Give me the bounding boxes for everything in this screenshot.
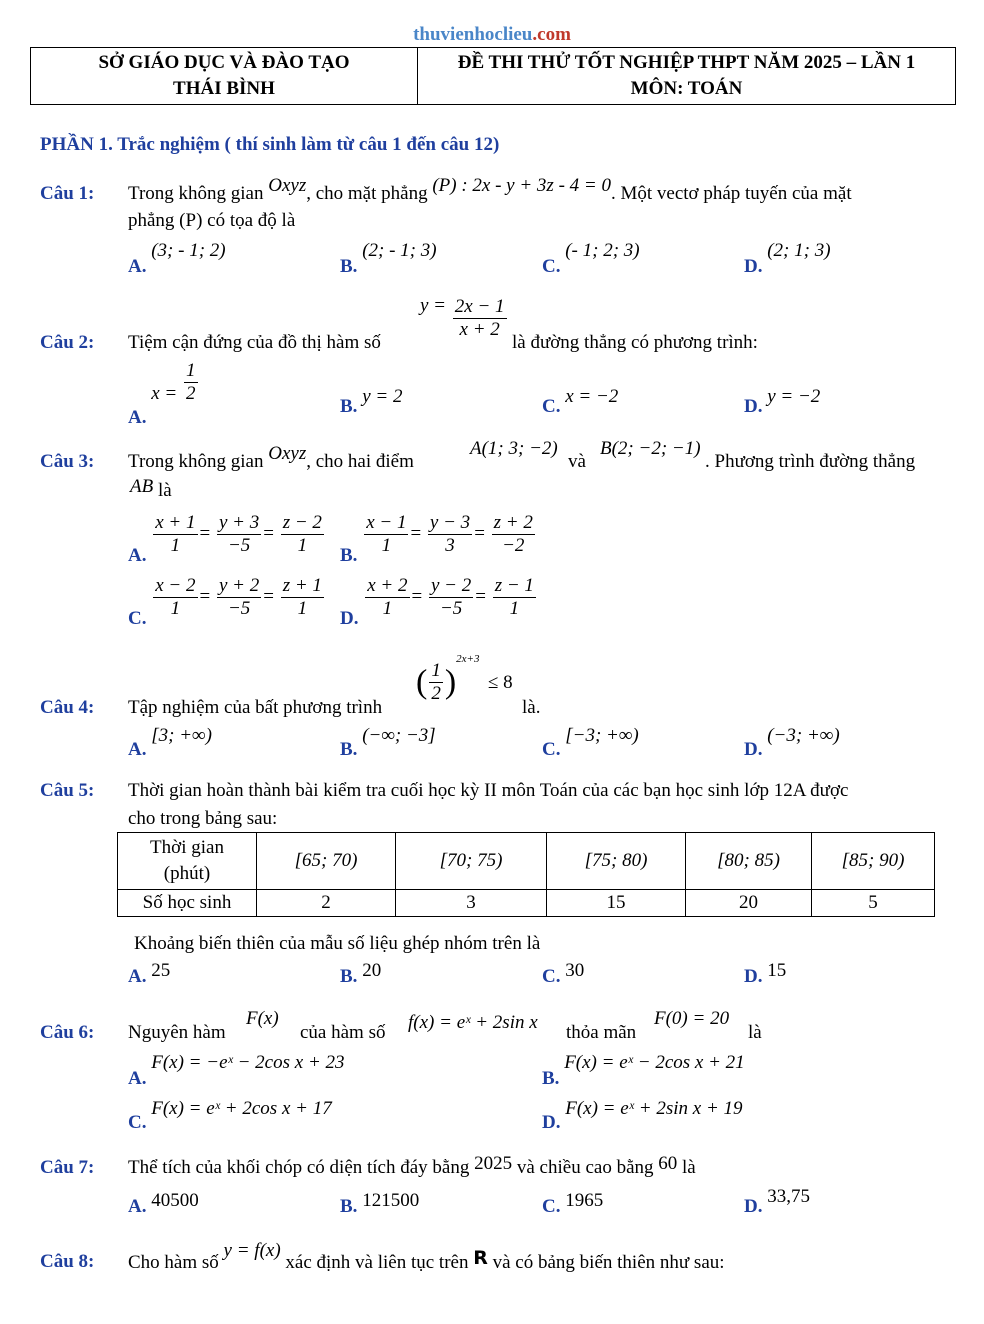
question-4-text: Tập nghiệm của bất phương trình: [128, 697, 383, 718]
question-6-label: Câu 6:: [40, 1022, 95, 1043]
q3-option-d: D. $\frac{x + 2}{1}$ = $\frac{y - 2}{-5}$ = $\frac{z - 1}{1}$: [340, 575, 534, 629]
q6-option-b: B. F(x) = eˣ − 2cos x + 21: [542, 1052, 745, 1089]
q4-option-c: C. [−3; +∞): [542, 725, 639, 760]
question-5-text-2: cho trong bảng sau:: [128, 808, 278, 829]
q5-option-d: D. 15: [744, 960, 787, 987]
table-cell: [80; 85): [686, 833, 812, 890]
q1-option-d: D. (2; 1; 3): [744, 240, 831, 277]
q4-option-a: A. [3; +∞): [128, 725, 212, 760]
section-title: PHẦN 1. Trắc nghiệm ( thí sinh làm từ câu 1 đến câu 12): [40, 134, 500, 155]
q2-function: y = $\frac{2x - 1}{x + 2}$: [420, 294, 505, 340]
question-5-text-3: Khoảng biến thiên của mẫu số liệu ghép nhóm trên là: [134, 933, 541, 954]
question-8-text: Cho hàm số y = f(x) xác định và liên tục trên R và có bảng biến thiên như sau:: [128, 1240, 725, 1273]
question-1-label: Câu 1:: [40, 183, 95, 204]
question-6-text-2: của hàm số: [300, 1022, 386, 1043]
table-cell: [85; 90): [812, 833, 935, 890]
q5-option-b: B. 20: [340, 960, 382, 987]
table-header-cell: Số học sinh: [118, 890, 257, 917]
q4-inequality: ( $\frac{1}{2}$ )$^{2x+3}$: [416, 652, 480, 704]
q7-option-c: C. 1965: [542, 1190, 604, 1217]
question-3-text: Trong không gian Oxyz, cho hai điểm: [128, 443, 414, 472]
q2-option-d: D. y = −2: [744, 386, 821, 417]
q4-option-b: B. (−∞; −3]: [340, 725, 436, 760]
q7-option-d: D. 33,75: [744, 1186, 810, 1217]
q1-option-b: B. (2; - 1; 3): [340, 240, 437, 277]
exam-header: [30, 47, 956, 105]
question-6-text: Nguyên hàm: [128, 1022, 226, 1043]
table-cell: [65; 70): [257, 833, 396, 890]
q6-condition: F(0) = 20: [654, 1008, 730, 1029]
q5-option-c: C. 30: [542, 960, 585, 987]
q6-option-c: C. F(x) = eˣ + 2cos x + 17: [128, 1098, 332, 1133]
table-cell: 2: [257, 890, 396, 917]
q4-option-d: D. (−3; +∞): [744, 725, 840, 760]
question-4-text-2: là.: [522, 697, 541, 718]
q3-point-b: B(2; −2; −1): [600, 438, 701, 459]
q3-option-b: B. $\frac{x - 1}{1}$ = $\frac{y - 3}{3}$ = $\frac{z + 2}{-2}$: [340, 512, 533, 566]
q3-point-a: A(1; 3; −2): [470, 438, 558, 459]
question-6-text-4: là: [748, 1022, 762, 1043]
table-cell: [70; 75): [396, 833, 547, 890]
table-row: [118, 890, 935, 917]
question-1-text: Trong không gian Oxyz, cho mặt phẳng (P) : 2x - y + 3z - 4 = 0. Một vectơ pháp tuyến của mặt: [128, 175, 852, 204]
table-header-cell: Thời gian (phút): [118, 833, 257, 890]
q5-data-table: [117, 832, 935, 917]
q6-function: f(x) = eˣ + 2sin x: [408, 1012, 538, 1033]
question-8-label: Câu 8:: [40, 1251, 95, 1272]
q6-option-a: A. F(x) = −eˣ − 2cos x + 23: [128, 1052, 345, 1089]
table-cell: 15: [547, 890, 686, 917]
table-cell: 3: [396, 890, 547, 917]
question-1-text-2: phẳng (P) có tọa độ là: [128, 210, 296, 231]
table-row: [118, 833, 935, 890]
question-4-label: Câu 4:: [40, 697, 95, 718]
q3-and: và: [568, 451, 586, 472]
question-2-text: Tiệm cận đứng của đồ thị hàm số: [128, 332, 381, 353]
table-cell: [75; 80): [547, 833, 686, 890]
q2-option-c: C. x = −2: [542, 386, 619, 417]
question-5-label: Câu 5:: [40, 780, 95, 801]
q5-option-a: A. 25: [128, 960, 171, 987]
q1-option-a: A. (3; - 1; 2): [128, 240, 226, 277]
question-7-text: Thể tích của khối chóp có diện tích đáy bằng 2025 và chiều cao bằng 60 là: [128, 1153, 696, 1178]
question-3-text-3: AB là: [130, 476, 172, 501]
q7-option-b: B. 121500: [340, 1190, 420, 1217]
question-7-label: Câu 7:: [40, 1157, 95, 1178]
q3-option-a: A. $\frac{x + 1}{1}$ = $\frac{y + 3}{-5}$ = $\frac{z - 2}{1}$: [128, 512, 322, 566]
q4-rhs: ≤ 8: [488, 672, 513, 693]
question-6-text-3: thỏa mãn: [566, 1022, 637, 1043]
header-left: SỞ GIÁO DỤC VÀ ĐÀO TẠO THÁI BÌNH: [31, 48, 418, 104]
q6-antiderivative: F(x): [246, 1008, 279, 1029]
q3-option-c: C. $\frac{x - 2}{1}$ = $\frac{y + 2}{-5}$ = $\frac{z + 1}{1}$: [128, 575, 322, 629]
question-3-label: Câu 3:: [40, 451, 95, 472]
question-2-label: Câu 2:: [40, 332, 95, 353]
question-5-text: Thời gian hoàn thành bài kiểm tra cuối học kỳ II môn Toán của các bạn học sinh lớp 12A được: [128, 780, 849, 801]
table-cell: 5: [812, 890, 935, 917]
q6-option-d: D. F(x) = eˣ + 2sin x + 19: [542, 1098, 743, 1133]
header-right: ĐỀ THI THỬ TỐT NGHIỆP THPT NĂM 2025 – LẦN 1 MÔN: TOÁN: [457, 52, 916, 99]
q2-option-a: A. x = $\frac{1}{2}$: [128, 360, 196, 428]
site-watermark: thuvienhoclieu.com: [413, 24, 571, 45]
q7-option-a: A. 40500: [128, 1190, 199, 1217]
q1-option-c: C. (- 1; 2; 3): [542, 240, 640, 277]
q2-option-b: B. y = 2: [340, 386, 403, 417]
question-2-text-2: là đường thẳng có phương trình:: [512, 332, 758, 353]
question-3-text-2: . Phương trình đường thẳng: [705, 451, 916, 472]
table-cell: 20: [686, 890, 812, 917]
